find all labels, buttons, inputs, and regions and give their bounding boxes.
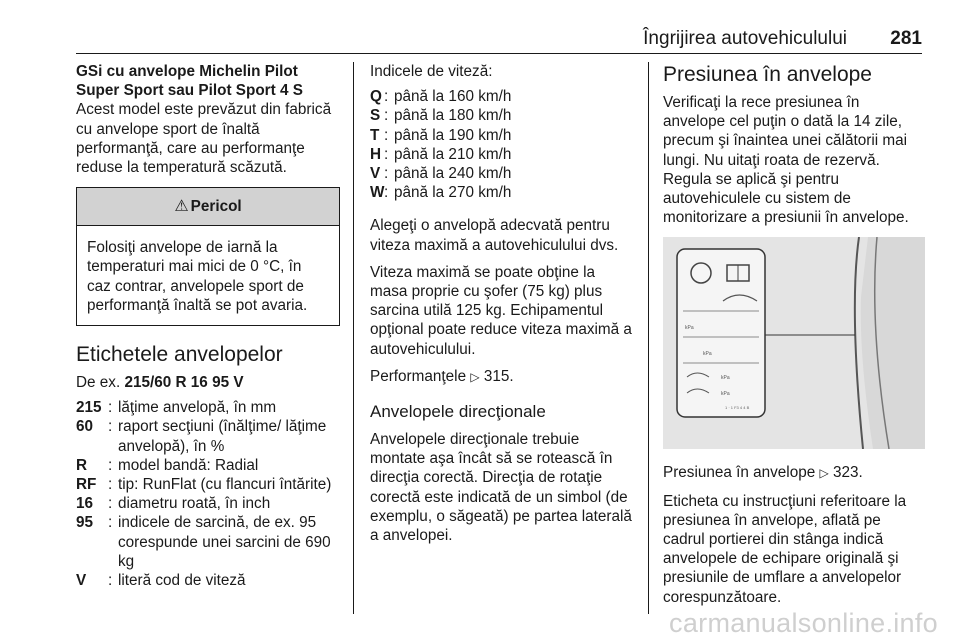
code-desc: tip: RunFlat (cu flancuri întărite) — [118, 476, 332, 494]
separator: : — [384, 126, 389, 144]
max-speed-paragraph: Viteza maximă se poate obţine la masa proprie cu şofer (75 kg) plus sarcina utilă 125 kg. Echipamentul opţional poate reduce viteza maximă a autovehiculului. — [370, 263, 632, 358]
code-key: V — [76, 572, 87, 590]
warning-title: Pericol — [190, 198, 242, 216]
directional-title: Anvelopele direcţionale — [370, 402, 546, 422]
directional-text: Anvelopele direcţionale trebuie montate aşa încât să se rotească în direcţia corectă. Direcţia de rotaţie corectă este indicată de un simbol (de exemplu, o săgeată) pe partea laterală a anvelopei. — [370, 431, 632, 545]
code-desc: diametru roată, în inch — [118, 495, 271, 513]
speed-key: W — [370, 184, 385, 202]
warning-box — [76, 187, 340, 326]
column-middle — [370, 62, 636, 545]
figure-kpa-label: kPa — [721, 391, 730, 398]
code-key: 95 — [76, 514, 94, 532]
separator: : — [384, 145, 389, 163]
warning-icon: ⚠ — [174, 198, 189, 216]
warning-text: Folosiţi anvelope de iarnă la temperaturi mai mici de 0 °C, în caz contrar, anvelopele sport de performanţă înaltă se pot avaria. — [87, 239, 308, 314]
speed-key: Q — [370, 88, 382, 106]
code-key: R — [76, 456, 88, 474]
code-desc: literă cod de viteză — [118, 572, 246, 590]
tire-code-example — [76, 373, 340, 392]
door-frame-illustration — [663, 237, 925, 449]
labels-section-title: Etichetele anvelopelor — [76, 343, 283, 367]
speed-key: T — [370, 126, 380, 144]
tire-code-list — [76, 398, 340, 590]
ref-text: Presiunea în anvelope — [663, 464, 820, 482]
perf-page[interactable]: 315. — [483, 367, 514, 385]
ref-page[interactable]: 323. — [832, 464, 863, 482]
figure-kpa-label: kPa — [703, 351, 712, 358]
tire-pressure-title: Presiunea în anvelope — [663, 63, 872, 86]
figure-kpa-label: kPa — [685, 325, 694, 332]
code-desc: indicele de sarcină, de ex. 95 corespunde unei sarcini de 690 kg — [118, 514, 331, 570]
label-location-text: Eticheta cu instrucţiuni referitoare la presiunea în anvelope, aflată pe cadrul portierei din stânga indică anvelopele de echipare originală şi presiunile de umflare a anvelopelor corespunzătoare. — [663, 492, 907, 606]
column-divider-1 — [353, 62, 354, 614]
warning-header — [77, 188, 339, 226]
separator: : — [108, 418, 113, 436]
speed-desc: până la 270 km/h — [394, 184, 512, 202]
page-reference-icon: ▷ — [470, 369, 480, 384]
page-reference-icon: ▷ — [819, 466, 829, 481]
tire-pressure-intro: Verificaţi la rece presiunea în anvelope cel puţin o dată la 14 zile, precum şi înaintea unei călătorii mai lungi. Nu uitaţi roata de rezervă. Regula se aplică şi pentru autovehiculele cu sistem de monitorizare a presiunii în anvelope. — [663, 94, 909, 227]
gsi-title: GSi cu anvelope Michelin Pilot Super Sport sau Pilot Sport 4 S — [76, 63, 303, 100]
code-key: RF — [76, 476, 97, 494]
separator: : — [384, 107, 389, 125]
column-divider-2 — [648, 62, 649, 614]
separator: : — [384, 88, 389, 106]
speed-choice-paragraph: Alegeţi o anvelopă adecvată pentru viteza maximă a autovehiculului dvs. — [370, 217, 619, 254]
speed-key: V — [370, 165, 381, 183]
code-key: 16 — [76, 495, 94, 513]
separator: : — [384, 165, 389, 183]
header-rule — [76, 53, 922, 54]
speed-desc: până la 240 km/h — [394, 165, 512, 183]
column-right — [663, 62, 925, 607]
header-title: Îngrijirea autovehiculului — [643, 28, 847, 49]
example-prefix: De ex. — [76, 374, 125, 392]
speed-desc: până la 210 km/h — [394, 145, 512, 163]
separator: : — [108, 514, 113, 532]
separator: : — [108, 456, 113, 474]
code-desc: raport secţiuni (înălţime/ lăţime anvelopă), în % — [118, 418, 327, 455]
separator: : — [108, 572, 113, 590]
speed-desc: până la 160 km/h — [394, 88, 512, 106]
separator: : — [384, 184, 389, 202]
example-code: 215/60 R 16 95 V — [124, 374, 244, 392]
code-key: 215 — [76, 399, 102, 417]
separator: : — [108, 495, 113, 513]
performance-reference — [370, 367, 636, 387]
speed-key: S — [370, 107, 381, 125]
pressure-reference — [663, 463, 925, 483]
speed-intro: Indicele de viteză: — [370, 63, 493, 80]
separator: : — [108, 476, 113, 494]
tire-pressure-label-figure — [663, 237, 925, 449]
code-desc: model bandă: Radial — [118, 456, 259, 474]
watermark: carmanualsonline.info — [669, 608, 938, 638]
code-key: 60 — [76, 418, 94, 436]
column-left — [76, 62, 340, 590]
speed-desc: până la 180 km/h — [394, 107, 512, 125]
gsi-text: Acest model este prevăzut din fabrică cu anvelope sport de înaltă performanţă, care au performanţe reduse la temperatură scăzută. — [76, 101, 332, 177]
speed-desc: până la 190 km/h — [394, 126, 512, 144]
code-desc: lăţime anvelopă, în mm — [118, 399, 277, 417]
perf-text: Performanţele — [370, 367, 471, 385]
speed-key: H — [370, 145, 382, 163]
speed-index-list — [370, 87, 636, 202]
page-number: 281 — [890, 28, 922, 49]
separator: : — [108, 399, 113, 417]
figure-code: 1 · 1 F3 4 4 B — [725, 405, 750, 411]
figure-kpa-label: kPa — [721, 375, 730, 382]
